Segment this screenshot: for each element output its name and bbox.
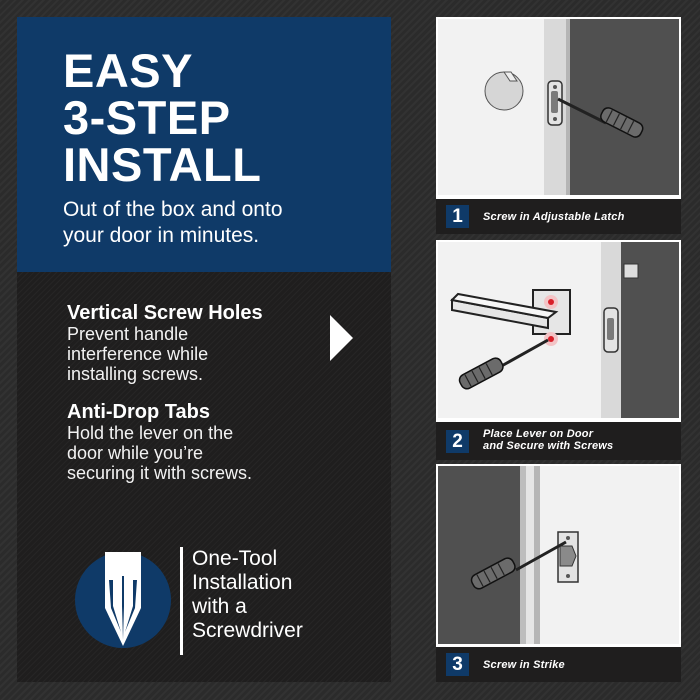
feature-anti-drop-tabs (67, 401, 252, 483)
feature-description: Hold the lever on the door while you’re securing it with screws. (67, 423, 253, 483)
step-1-caption-bar (436, 199, 681, 234)
screwdriver-tip-icon (73, 550, 173, 650)
step-3-card (436, 464, 681, 682)
step-label: Place Lever on Door and Secure with Screws (483, 428, 614, 452)
feature-description: Prevent handle interference while installing screws. (67, 324, 209, 384)
arrow-right-icon (330, 315, 353, 361)
step-number: 2 (446, 430, 469, 453)
tool-divider (180, 547, 183, 655)
step-2-card (436, 240, 681, 460)
step-1-illustration (438, 19, 679, 195)
step-label: Screw in Strike (483, 659, 565, 671)
feature-title: Vertical Screw Holes (67, 302, 263, 324)
step-number: 3 (446, 653, 469, 676)
step-3-caption-bar (436, 647, 681, 682)
feature-vertical-screw-holes (67, 302, 263, 384)
hero-subtitle: Out of the box and onto your door in minutes. (63, 198, 283, 247)
tool-caption: One-Tool Installation with a Screwdriver (192, 547, 303, 642)
hero-banner (17, 17, 391, 272)
feature-title: Anti-Drop Tabs (67, 401, 210, 423)
step-2-caption-bar (436, 422, 681, 460)
step-label: Screw in Adjustable Latch (483, 211, 625, 223)
feature-panel (17, 17, 391, 682)
step-2-illustration (438, 242, 679, 418)
hero-title: EASY 3-STEP INSTALL (63, 44, 262, 191)
step-number: 1 (446, 205, 469, 228)
step-3-illustration (438, 466, 679, 644)
step-1-card (436, 17, 681, 234)
